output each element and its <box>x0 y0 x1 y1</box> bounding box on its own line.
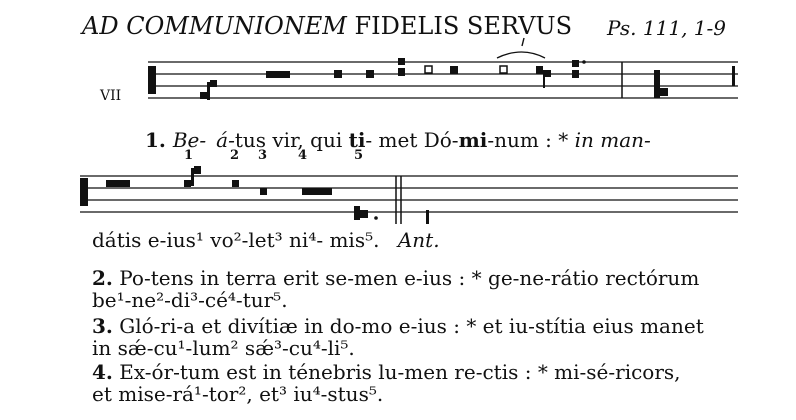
staff-2 <box>80 176 738 224</box>
line-2-text: dátis e-ius¹ vo²-let³ ni⁴- mis⁵. <box>92 228 380 252</box>
verse-4-line-1: 4. Ex-ór-tum est in ténebris lu-men re-ctis : * mi-sé-ricors, <box>92 360 681 384</box>
pitch-number-4: 4 <box>298 148 308 163</box>
syllable-be: Be- <box>172 128 207 152</box>
psalm-line-2 <box>92 228 440 252</box>
pitch-number-3: 3 <box>258 148 268 163</box>
clef <box>148 66 156 94</box>
title-italic: AD COMMUNIONEM <box>82 12 347 40</box>
verse-2-line-2: be¹-ne²-di³-cé⁴-tur⁵. <box>92 288 288 312</box>
verse-3-line-2: in sǽ-cu¹-lum² sǽ³-cu⁴-li⁵. <box>92 336 355 360</box>
verse-4-line-2: et mise-rá¹-tor², et³ iu⁴-stus⁵. <box>92 382 384 406</box>
mode-label: VII <box>100 88 122 104</box>
pitch-number-1: 1 <box>184 148 194 163</box>
staff-1-notes <box>148 38 735 100</box>
antiphon-marker: Ant. <box>397 228 440 252</box>
psalm-reference: Ps. 111, 1-9 <box>607 16 726 40</box>
psalm-line-1 <box>145 128 651 152</box>
syllable-mi: mi <box>458 128 488 152</box>
syllable-tus: tus vir, qui <box>234 128 349 152</box>
staff-1 <box>148 62 738 98</box>
staff-2-notes <box>80 166 429 224</box>
syllable-in-man: in man- <box>574 128 651 152</box>
verse-3-line-1: 3. Gló-ri-a et divítiæ in do-mo e-ius : * et iu-stítia eius manet <box>92 314 704 338</box>
clef-2 <box>80 178 88 206</box>
verse-2-line-1: 2. Po-tens in terra erit se-men e-ius : * ge-ne-rátio rectórum <box>92 266 700 290</box>
neume <box>200 92 207 99</box>
title-rest: FIDELIS SERVUS <box>354 12 573 40</box>
syllable-met: - met Dó- <box>365 128 459 152</box>
pitch-number-2: 2 <box>230 148 240 163</box>
syllable-ti: ti <box>348 128 366 152</box>
syllable-a: á- <box>216 128 235 152</box>
syllable-num: -num : * <box>487 128 575 152</box>
pitch-number-5: 5 <box>354 148 364 163</box>
verse-1-number: 1. <box>145 128 173 152</box>
